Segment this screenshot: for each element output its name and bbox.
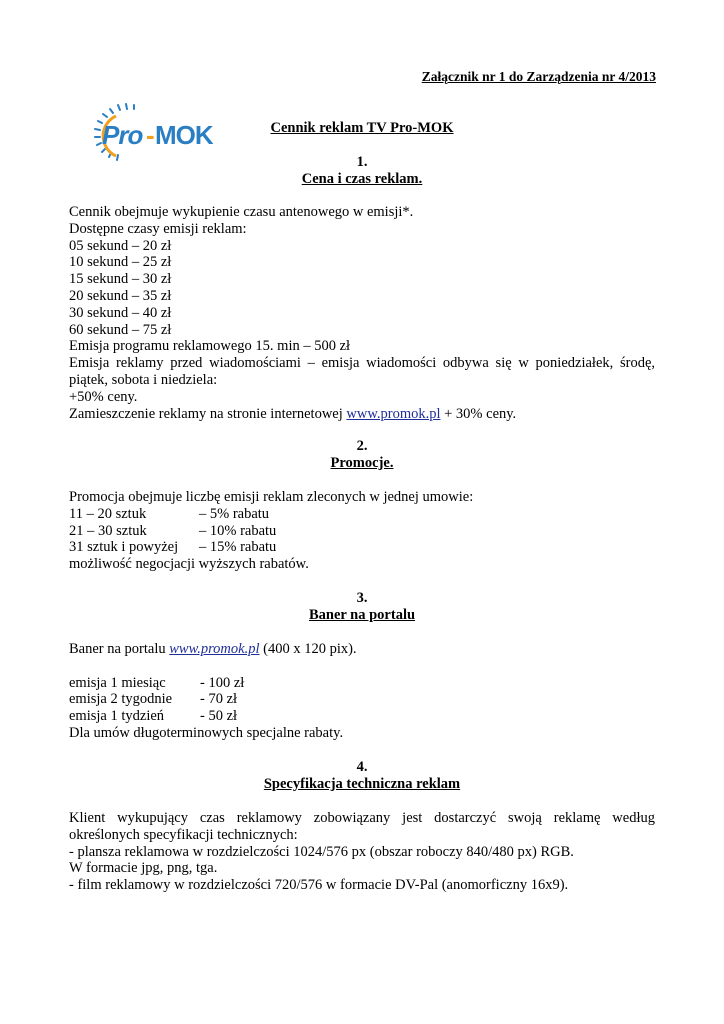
section-2-number: 2. (356, 438, 368, 454)
promok-portal-link[interactable]: www.promok.pl (169, 641, 260, 657)
section-4-intro: Klient wykupujący czas reklamowy zobowiązany jest dostarczyć swoją reklamę według określonych specyfikacji technicznych: (69, 810, 655, 843)
discount-row: 21 – 30 sztuk – 10% rabatu (69, 522, 277, 539)
banner-price-row: emisja 1 miesiąc - 100 zł (69, 674, 245, 691)
spec-line: W formacie jpg, png, tga. (69, 860, 218, 877)
section-3-heading (0, 590, 724, 624)
svg-text:-: - (146, 120, 155, 150)
section-4-heading (0, 759, 724, 793)
section-1-intro: Cennik obejmuje wykupienie czasu antenowego w emisji*. (69, 204, 414, 220)
section-3-body (69, 641, 655, 742)
discount-row: 11 – 20 sztuk – 5% rabatu (69, 505, 270, 522)
section-2-intro: Promocja obejmuje liczbę emisji reklam zleconych w jednej umowie: (69, 489, 474, 505)
section-4-number: 4. (356, 759, 368, 775)
web-placement: Zamieszczenie reklamy na stronie internetowej www.promok.pl + 30% ceny. (69, 405, 517, 422)
document-title: Cennik reklam TV Pro-MOK (270, 120, 454, 136)
attachment-header: Załącznik nr 1 do Zarządzenia nr 4/2013 (421, 69, 656, 84)
section-4-title: Specyfikacja techniczna reklam (263, 775, 461, 792)
time-item: 15 sekund – 30 zł (69, 271, 172, 288)
svg-text:Pro: Pro (102, 120, 143, 150)
time-item: 30 sekund – 40 zł (69, 304, 172, 321)
section-4-body (69, 810, 655, 894)
promok-link[interactable]: www.promok.pl (346, 405, 441, 422)
section-2-body (69, 489, 655, 573)
section-2-title: Promocje. (330, 454, 394, 471)
time-item: 60 sekund – 75 zł (69, 321, 172, 338)
section-1-title: Cena i czas reklam. (301, 170, 423, 187)
news-emission: Emisja reklamy przed wiadomościami – emisja wiadomości odbywa się w poniedziałek, środę, piątek, sobota i niedziela: (69, 355, 655, 388)
section-3-title: Baner na portalu (308, 606, 416, 623)
svg-text:MOK: MOK (155, 120, 213, 150)
spec-line: - plansza reklamowa w rozdzielczości 1024/576 px (obszar roboczy 840/480 px) RGB. (69, 843, 574, 860)
time-item: 05 sekund – 20 zł (69, 237, 172, 254)
news-extra: +50% ceny. (69, 388, 138, 405)
spec-line: - film reklamowy w rozdzielczości 720/576 w formacie DV-Pal (anomorficzny 16x9). (69, 877, 569, 894)
section-3-number: 3. (356, 590, 368, 606)
section-1-body (69, 204, 655, 422)
time-item: 10 sekund – 25 zł (69, 254, 172, 271)
discount-row: 31 sztuk i powyżej – 15% rabatu (69, 539, 277, 556)
section-1-heading (0, 154, 724, 188)
section-1-number: 1. (356, 154, 368, 170)
banner-price-row: emisja 1 tydzień - 50 zł (69, 708, 238, 725)
times-label: Dostępne czasy emisji reklam: (69, 220, 247, 237)
banner-price-row: emisja 2 tygodnie - 70 zł (69, 691, 238, 708)
section-3-note: Dla umów długoterminowych specjalne rabaty. (69, 724, 344, 741)
section-2-note: możliwość negocjacji wyższych rabatów. (69, 556, 309, 573)
time-item: 20 sekund – 35 zł (69, 287, 172, 304)
banner-intro: Baner na portalu www.promok.pl (400 x 120 pix). (69, 641, 357, 657)
program-price: Emisja programu reklamowego 15. min – 500 zł (69, 338, 351, 355)
section-2-heading (0, 438, 724, 472)
